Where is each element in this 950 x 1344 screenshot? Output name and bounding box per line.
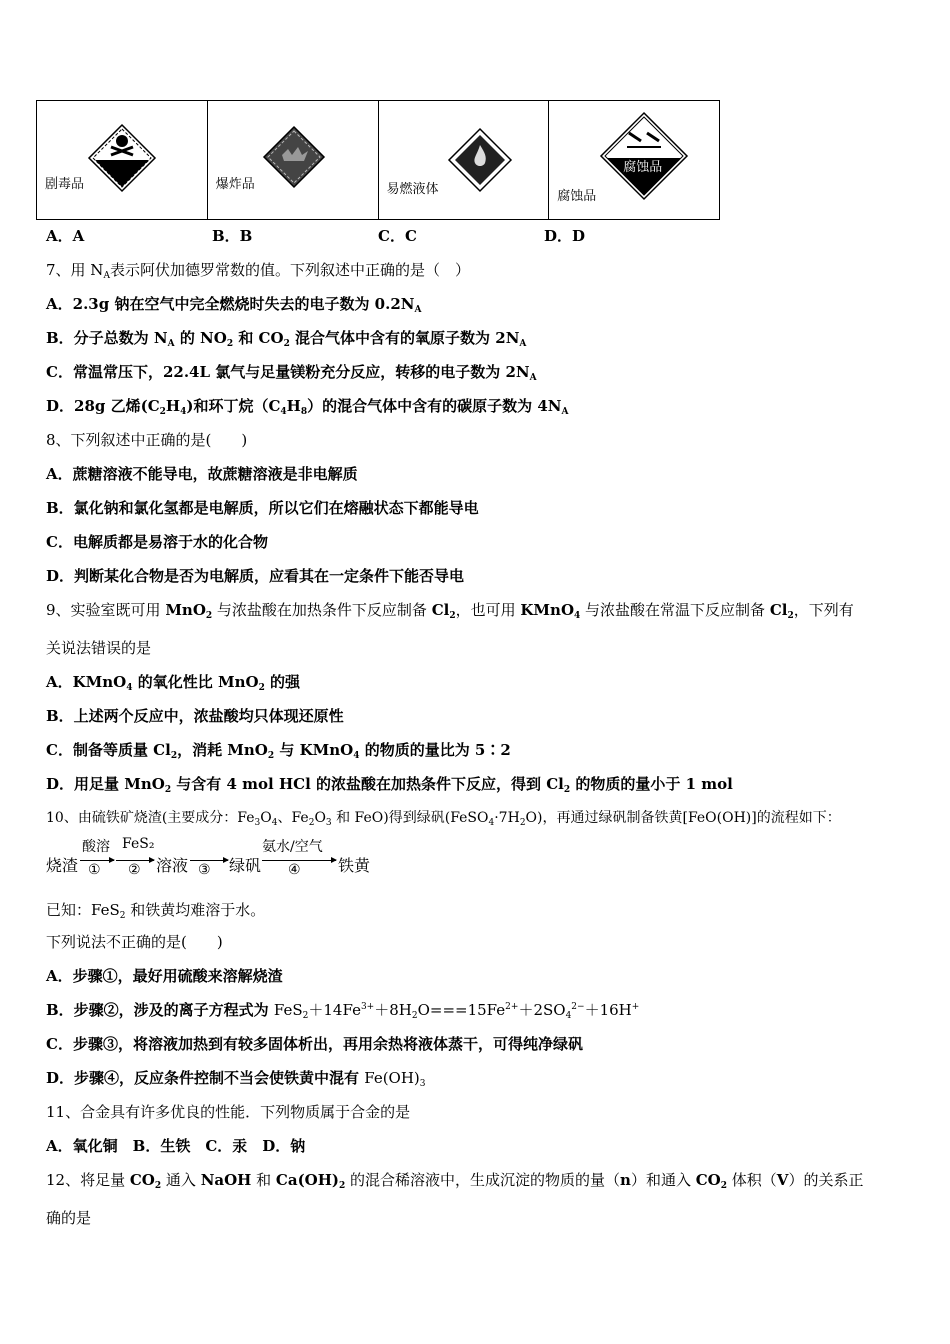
q10-option-d: D．步骤④，反应条件控制不当会使铁黄中混有 $Fe(OH)_3$ <box>46 1069 426 1089</box>
q10-known: 已知：FeS$_2$ 和铁黄均难溶于水。 <box>46 901 266 921</box>
q7-option-d: D．28g 乙烯$(C_2H_4)$和环丁烷$(C_4H_8)$的混合气体中含有的碳原子数为 $4N_A$ <box>46 397 569 417</box>
q9-option-d: D．用足量 MnO$_2$ 与含有 4 mol HCl 的浓盐酸在加热条件下反应，得到 $Cl_2$ 的物质的量小于 1 mol <box>46 775 733 795</box>
sign-label: 腐蚀品 <box>557 189 597 204</box>
option: A．A <box>46 227 85 245</box>
q9-stem-line2: 关说法错误的是 <box>46 639 152 657</box>
flow-cond-4: 氨水/空气 <box>262 839 323 855</box>
explosive-diamond-icon <box>262 125 326 189</box>
q8-option-d: D．判断某化合物是否为电解质，应看其在一定条件下能否导电 <box>46 567 465 585</box>
flow-num-1: ① <box>88 862 101 878</box>
process-flow-diagram <box>46 836 446 884</box>
q12-stem-line2: 确的是 <box>46 1209 92 1227</box>
q8-stem: 8、下列叙述中正确的是( ) <box>46 431 248 449</box>
q9-option-a: A．KMnO$_4$ 的氧化性比 MnO$_2$ 的强 <box>46 673 301 693</box>
flow-mid-1: 溶液 <box>156 856 189 875</box>
q10-option-b: B．步骤②，涉及的离子方程式为 $FeS_2+14Fe^{3+}+8H_2O===15Fe^{2+}+2SO_4^{2-}+16H^+$ <box>46 1001 640 1021</box>
flow-arrow-3 <box>190 860 228 861</box>
q6-options <box>46 226 710 246</box>
sign-cell-toxic <box>37 101 208 219</box>
sign-inner-text: 腐蚀品 <box>623 160 663 175</box>
flow-num-4: ④ <box>288 862 301 878</box>
flow-arrow-2 <box>116 860 154 861</box>
q12-stem: 12、将足量 $CO_2$ 通入 NaOH 和 $Ca(OH)_2$ 的混合稀溶液中，生成沉淀的物质的量（n）和通入 $CO_2$ 体积（V）的关系正 <box>46 1171 864 1191</box>
q8-option-c: C．电解质都是易溶于水的化合物 <box>46 533 268 551</box>
flow-num-2: ② <box>128 862 141 878</box>
q10-option-a: A．步骤①，最好用硫酸来溶解烧渣 <box>46 967 283 985</box>
flow-cond-2: FeS₂ <box>122 836 155 852</box>
flow-arrow-1 <box>80 860 114 861</box>
option: B．B <box>212 227 253 245</box>
q8-option-a: A．蔗糖溶液不能导电，故蔗糖溶液是非电解质 <box>46 465 358 483</box>
sign-cell-corrosive <box>549 101 719 219</box>
q8-option-b: B．氯化钠和氯化氢都是电解质，所以它们在熔融状态下都能导电 <box>46 499 479 517</box>
q7-option-b: B．分子总数为 $N_A$ 的 $NO_2$ 和 $CO_2$ 混合气体中含有的氧原子数为 $2N_A$ <box>46 329 527 349</box>
q10-option-c: C．步骤③，将溶液加热到有较多固体析出，再用余热将液体蒸干，可得纯净绿矾 <box>46 1035 583 1053</box>
hazard-sign-table <box>36 100 720 220</box>
q11-stem: 11、合金具有许多优良的性能．下列物质属于合金的是 <box>46 1103 411 1121</box>
q10-question: 下列说法不正确的是( ) <box>46 933 223 951</box>
q7-stem: 7、用 $N_A$表示阿伏加德罗常数的值。下列叙述中正确的是（ ） <box>46 261 470 281</box>
flow-num-3: ③ <box>198 862 211 878</box>
option: D．D <box>544 227 586 245</box>
flow-cond-1: 酸溶 <box>82 839 110 855</box>
option: C．C <box>378 227 417 245</box>
q9-option-b: B．上述两个反应中，浓盐酸均只体现还原性 <box>46 707 344 725</box>
sign-label: 易燃液体 <box>386 182 439 197</box>
sign-cell-explosive <box>208 101 379 219</box>
toxic-diamond-icon <box>87 123 157 193</box>
sign-label: 剧毒品 <box>45 177 85 192</box>
flow-start: 烧渣 <box>46 856 79 875</box>
q9-option-c: C．制备等质量 $Cl_2$，消耗 MnO$_2$ 与 KMnO$_4$ 的物质的量比为 5∶2 <box>46 741 511 761</box>
sign-cell-flammable-liquid <box>379 101 550 219</box>
q11-options: A．氧化铜 B．生铁 C．汞 D．钠 <box>46 1137 306 1155</box>
flow-end: 铁黄 <box>338 856 371 875</box>
q7-option-c: C．常温常压下，22.4L 氯气与足量镁粉充分反应，转移的电子数为 $2N_A$ <box>46 363 537 383</box>
q10-stem: 10、由硫铁矿烧渣(主要成分：$Fe_3O_4$、$Fe_2O_3$ 和 FeO)得到绿矾$(FeSO_4\cdot 7H_2O)$，再通过绿矾制备铁黄[FeO(OH)]的流程如下： <box>46 810 841 828</box>
flame-diamond-icon <box>447 127 513 193</box>
q9-stem: 9、实验室既可用 MnO$_2$ 与浓盐酸在加热条件下反应制备 $Cl_2$，也可用 KMnO$_4$ 与浓盐酸在常温下反应制备 $Cl_2$，下列有 <box>46 601 854 621</box>
flow-arrow-4 <box>262 860 336 861</box>
q7-option-a: A．2.3g 钠在空气中完全燃烧时失去的电子数为 $0.2N_A$ <box>46 295 422 315</box>
flow-mid-2: 绿矾 <box>229 856 262 875</box>
sign-label: 爆炸品 <box>215 177 255 192</box>
